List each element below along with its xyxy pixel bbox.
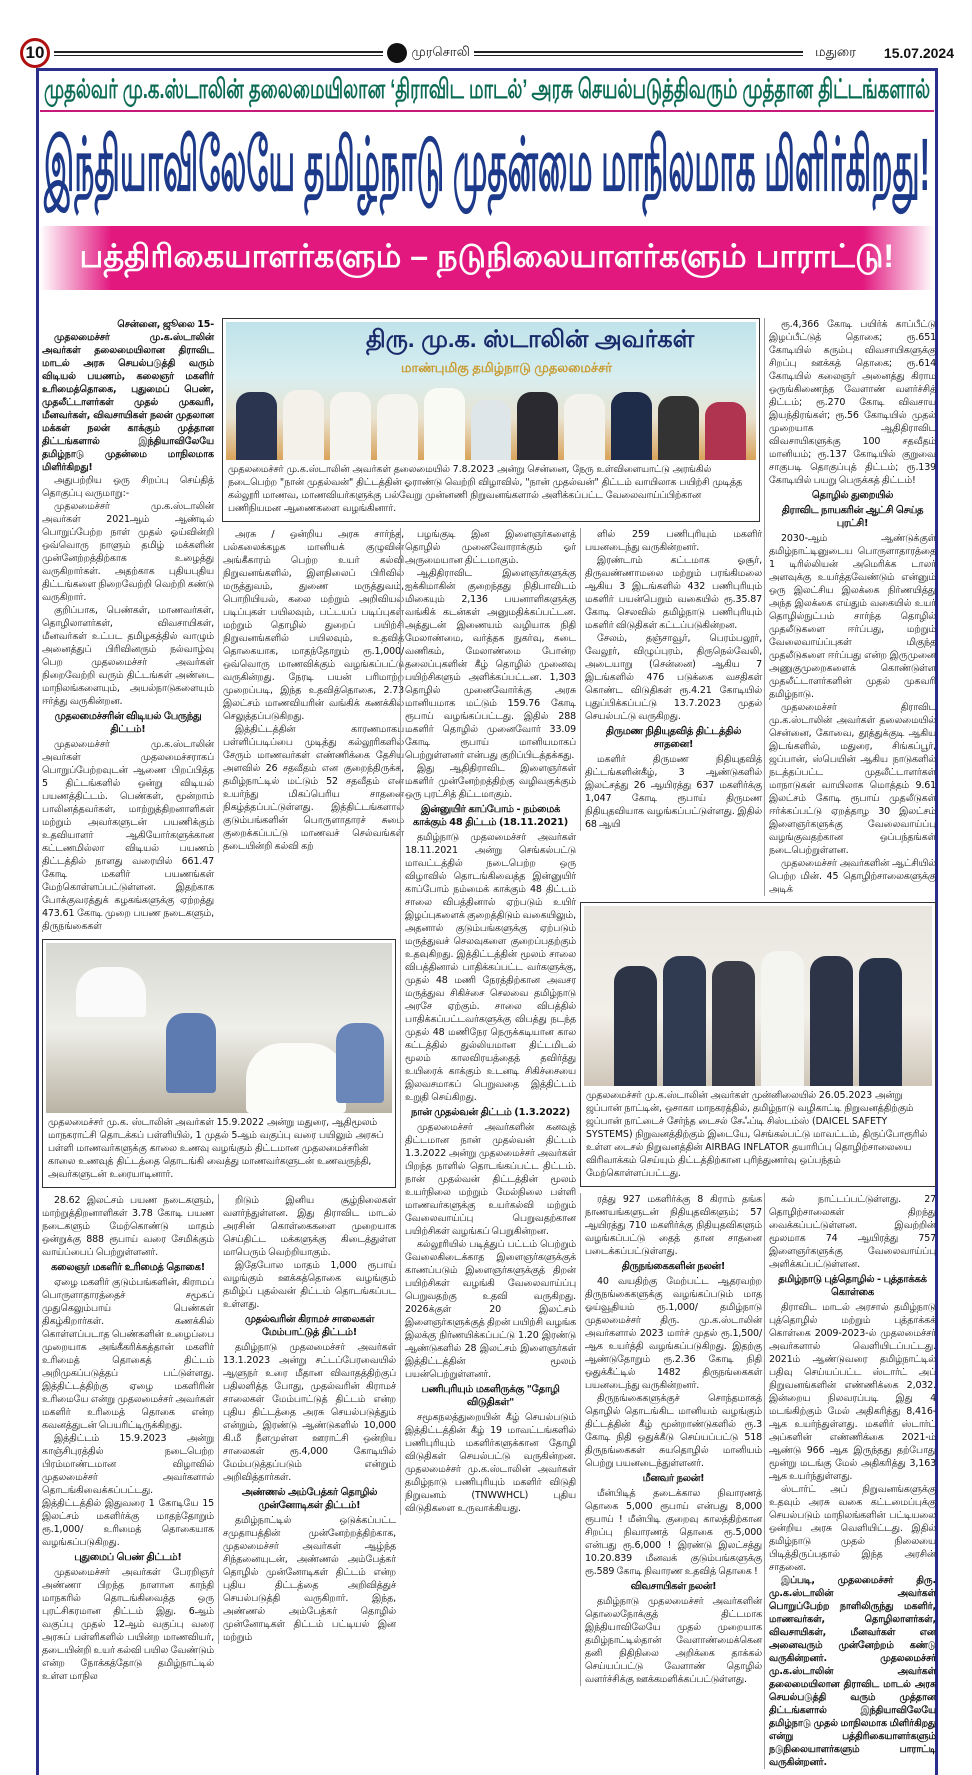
article-paragraph: தமிழ்நாடு முதலமைச்சர் அவர்கள் 18.11.2021 அன்று செங்கல்பட்டு மாவட்டத்தில் நடைபெற்ற ஒரு விழாவில் தொடங்கிவைத்த இன்னுயிர் காப்போம் நம்மைக் காக்கும் 48 திட்டம் சாலை விபத்தினால் ஏற்படும் உயிர் இழப்புகளைக் குறைத்திடும் வகையிலும், அதனால் குடும்பங்களுக்கு ஏற்படும் மருத்துவச் செலவுகளை குறைப்பதற்கும் உதவுகிறது. இத்திட்டத்தின் மூலம் சாலை விபத்தினால் பாதிக்கப்பட்ட வர்களுக்கு, முதல் 48 மணி நேரத்திற்கான அவசர மருத்துவ சிகிச்சை செலவை தமிழ்நாடு அரசே ஏற்கும். சாலை விபத்தில் பாதிக்கப்பட்டவர்களுக்கு விபத்து நடந்த முதல் 48 மணிநேர நெருக்கடியான கால கட்டத்தில் துல்லியமான திட்டமிடல் மூலம் காலவிரயத்தைத் தவிர்த்து உயிரைக் காக்கும் உடனடி சிகிச்சையை இலவசமாகப் பெறுவதை இத்திட்டம் உறுதி செய்கிறது. bbox=[405, 832, 576, 1103]
article-paragraph: ஸ்டார்ட் அப் நிறுவனங்களுக்கு உதவும் அரசு வகை கட்டமைப்புக்கு செயல்படும் மாநிலங்களின் பட்டியலை ஒன்றிய அரசு வெளியிட்டது. இதில் தமிழ்நாடு முதல் நிலையை பிடித்திருப்பதால் இந்த அரசின் சாதனை. bbox=[769, 1484, 936, 1573]
people-figures bbox=[236, 388, 746, 460]
article-paragraph: சமூகநலத்துறையின் கீழ் செயல்படும் இத்திட்டத்தின் கீழ் 19 மாவட்டங்களில் பணிபுரியும் மகளிர்களுக்கான தோழி விடுதிகள் செயல்பட்டு வருகின்றன. முதலமைச்சர் மு.க.ஸ்டாலின் அவர்கள் தமிழ்நாடு பணிபுரியும் மகளிர் விடுதி நிறுவனம் (TNWWHCL) புதிய விடுதிகளை உருவாக்கியது. bbox=[405, 1412, 576, 1514]
article-paragraph: முதலமைச்சர் அவர்களின் கனவுத் திட்டமான நான் முதல்வன் திட்டம் 1.3.2022 அன்று முதலமைச்சர் அவர்கள் பிறந்த நாளில் தொடங்கப்பட்ட திட்டம். நான் முதல்வன் திட்டத்தின் மூலம் உயர்நிலை மற்றும் மேல்நிலை பள்ளி மாணவர்களுக்கு உயர்கல்வி மற்றும் வேலைவாய்ப்பு பெறுவதற்கான பயிற்சிகள் வழங்கப் பெறுகின்றன. bbox=[405, 1122, 576, 1237]
article-paragraph: ரூ.4,366 கோடி பயிர்க் காப்பீட்டு இழப்பீட்டுத் தொகை; ரூ.651 கோடியில் கரும்பு விவசாயிகளுக்கு சிறப்பு ஊக்கத் தொகை; ரூ.614 கோடியில் கலைஞர் அனைத்து கிராம ஒருங்கிணைந்த வேளாண் வளர்ச்சித் திட்டம்; ரூ.270 கோடி விவசாய இயந்திரங்கள்; ரூ.56 கோடியில் முதல் முறையாக ஆதிதிராவிட விவசாயிகளுக்கு 100 சதவீதம் மானியம்; ரூ.137 கோடியில் குறுவை சாகுபடி தொகுப்புத் திட்டம்; ரூ.139 கோடியில் பயறு பெருக்கத் திட்டம்! bbox=[769, 319, 936, 486]
article-paragraph: 2030-ஆம் ஆண்டுக்குள் தமிழ்நாட்டினுடைய பொருளாதாரத்தை 1 டிரில்லியன் அமெரிக்க டாலர் அளவுக்கு உயர்த்தவேண்டும் என்னும் ஒரு இலட்சிய இலக்கை நிர்ணயித்து அந்த இலக்கை எய்தும் வகையில் உயர் தொழில்நுட்பம் சார்ந்த தொழில் முதலீடுகளை ஈர்ப்பது, மற்றும் வேலைவாய்ப்புகள் மிகுந்த முதலீடுகளை ஈர்ப்பது என்ற இருமுனை அணுகுமுறைகளைக் கொண்டுள்ள முதலீட்டாளர்களின் முதல் முகவரி தமிழ்நாடு. bbox=[769, 533, 936, 700]
article-paragraph: திருநங்கைகளுக்குச் சொந்தமாகத் தொழில் தொடங்கிட மானியம் வழங்கும் திட்டத்தின் கீழ் மூன்றாண்டுகளில் ரூ.3 கோடி நிதி ஒதுக்கீடு செய்யப்பட்டு 518 திருநங்கைகள் சுயதொழில் மானியம் பெற்று பயனடைந்துள்ளனர். bbox=[585, 1393, 762, 1469]
main-headline: இந்தியாவிலேயே தமிழ்நாடு முதன்மை மாநிலமாக மிளிர்கிறது! bbox=[44, 123, 931, 207]
article-paragraph: திராவிட மாடல் அரசால் தமிழ்நாடு புத்தொழில் மற்றும் புத்தாக்கக் கொள்கை 2009-2023-ல் முதலமைச்சர் அவர்களால் வெளியிடப்பட்டது. 2021ம் ஆண்டுவரை தமிழ்நாட்டில் பதிவு செய்யப்பட்ட ஸ்டார்ட் அப் நிறுவனங்களின் எண்ணிக்கை 2,032. இன்றைய நிலவரப்படி இது 4 மடங்கிற்கும் மேல் அதிகரித்து 8,416-ஆக உயர்ந்துள்ளது. மகளிர் ஸ்டார்ட் அப்களின் எண்ணிக்கை 2021-ம் ஆண்டு 966 ஆக இருந்தது தற்போது மூன்று மடங்கு மேல் அதிகரித்து 3,163 ஆக உயர்ந்துள்ளது. bbox=[769, 1302, 936, 1482]
article-paragraph: முதலமைச்சர் திராவிட மு.க.ஸ்டாலின் அவர்கள் தலைமையில் சென்னை, கோவை, தூத்துக்குடி ஆகிய இடங்களில், மதுரை, சிங்கப்பூர், ஜப்பான், ஸ்பெயின் ஆகிய நாடுகளில் நடத்தப்பட்ட முதலீட்டாளர்கள் மாநாடுகள் வாயிலாக மொத்தம் 9.61 இலட்சம் கோடி ரூபாய் முதலீடுகள் ஈர்க்கப்பட்டு ஏறத்தாழ 30 இலட்சம் இளைஞர்களுக்கு வேலைவாய்ப்பு வழங்குவதற்கான ஒப்பந்தங்கள் நடைபெற்றுள்ளன. bbox=[769, 702, 936, 856]
banner-text: பத்திரிகையாளர்களும் – நடுநிலையாளர்களும் பாராட்டு! bbox=[79, 237, 895, 274]
subheading: தொழில் துறையில் bbox=[811, 490, 894, 501]
photo-subtitle: மாண்புமிகு தமிழ்நாடு முதலமைச்சர் bbox=[401, 360, 613, 375]
people-figures bbox=[614, 946, 902, 1086]
issue-date: 15.07.2024 bbox=[883, 45, 954, 61]
photo-caption: முதலமைச்சர் மு.க.ஸ்டாலின் அவர்கள் தலைமையில் 7.8.2023 அன்று சென்னை, நேரு உள்விளையாட்டு அரங்கில் நடைபெற்ற "நான் முதல்வன்" திட்டத்தின் ஓராண்டு வெற்றி விழாவில், "நான் முதல்வன்" திட்டம் வாயிலாக பயிற்சி முடித்த கல்லூரி மாணவ, மாணவியர்களுக்கு பல்வேறு முன்னணி நிறுவனங்களால் அளிக்கப்பட்ட வேலைவாய்ப்பிற்கான பணிநியமன ஆணைகளை வழங்கினார். bbox=[228, 464, 743, 514]
article-paragraph: இத்திட்டம் 15.9.2023 அன்று காஞ்சிபுரத்தில் நடைபெற்ற பிரம்மாண்டமான விழாவில் முதலமைச்சர் அவர்களால் தொடங்கிவைக்கப்பட்டது. இத்திட்டத்தில் இதுவரை 1 கோடியே 15 இலட்சம் மகளிர்க்கு மாதந்தோறும் ரூ.1,000/ உரிமைத் தொகையாக வழங்கப்படுகிறது. bbox=[42, 1433, 214, 1548]
page-header bbox=[20, 36, 954, 70]
photo-japan-mou bbox=[580, 902, 936, 1187]
column-1 bbox=[42, 318, 214, 933]
article-paragraph: இதேபோல மாதம் 1,000 ரூபாய் வழங்கும் ஊக்கத்தொகை வழங்கும் தமிழ்ப் புதல்வன் திட்டம் தொடங்கப்பட உள்ளது. bbox=[223, 1260, 396, 1310]
article-paragraph: தமிழ்நாடு முதலமைச்சர் அவர்கள் 13.1.2023 அன்று சட்டப்பேரவையில் ஆளுநர் உரை மீதான விவாதத்திற்குப் பதிலளித்த போது, முதல்வரின் கிராமச் சாலைகள் மேம்பாட்டுத் திட்டம் என்ற புதிய திட்டத்தை அரசு செயல்படுத்தும் என்றும், இரண்டு ஆண்டுகளில் 10,000 கி.மீ நீளமுள்ள ஊராட்சி ஒன்றிய சாலைகள் ரூ.4,000 கோடியில் மேம்படுத்தப்படும் என்றும் அறிவித்தார்கள். bbox=[223, 1342, 396, 1483]
page-number: 10 bbox=[20, 38, 50, 68]
article-paragraph: முதலமைச்சர் அவர்கள் பேரறிஞர் அண்ணா பிறந்த நாளான காந்தி மாநகரில் தொடங்கிவைத்த ஒரு புரட்சிகரமான திட்டம் இது. 6ஆம் வகுப்பு முதல் 12ஆம் வகுப்பு வரை அரசுப் பள்ளிகளில் பயின்ற மாணவியர், தடையின்றி உயர் கல்வி பயில வேண்டும் என்ற நோக்கத்தோடு தமிழ்நாட்டில் உள்ள மாநில bbox=[42, 1567, 214, 1682]
subheading: முதலமைச்சரின் விடியல் பேருந்து திட்டம்! bbox=[54, 711, 202, 735]
kicker-box bbox=[40, 72, 934, 112]
divider bbox=[54, 51, 383, 56]
subheading: விவசாயிகள் நலன்! bbox=[630, 1581, 717, 1592]
column-5 bbox=[764, 318, 936, 896]
article-paragraph: அரசு / ஒன்றிய அரசு சார்ந்த, பல்கலைக்கழக மானியக் குழுவின் அங்கீகாரம் பெற்ற உயர் கல்வி நிறுவனங்களில், இளநிலைப் பிரிவில் மருத்துவம், துணை மருத்துவம், பொறியியல், கலை மற்றும் அறிவியல் படிப்புகள் பயிலவும், பட்டயப் படிப்புகள் மற்றும் தொழில் துறைப் பயிற்சி நிறுவனங்களில் பயிலவும், உதவித் தொகையாக, மாதந்தோறும் ரூ.1,000/ ஒவ்வொரு மாணவிக்கும் வழங்கப்பட்டு வருகின்றது. நேரடி பயன் பரிமாற்ற முறைப்படி, இந்த உதவித்தொகை, 2.73 இலட்சம் மாணவியரின் வங்கிக் கணக்கில் செலுத்தப்படுகிறது. bbox=[223, 529, 404, 722]
photo-caption: முதலமைச்சர் மு.க.ஸ்டாலின் அவர்கள் முன்னிலையில் 26.05.2023 அன்று ஜப்பான் நாட்டின், ஒசாகா மாநகரத்தில், தமிழ்நாடு வழிகாட்டி நிறுவனத்திற்கும் ஜப்பான் நாட்டைச் சேர்ந்த டைசல் சேஃப்டி சிஸ்டம்ஸ் (DAICEL SAFETY SYSTEMS) நிறுவனத்திற்கும் இடையே, செங்கல்பட்டு மாவட்டம், திருப்போரூரில் உள்ள டைசல் நிறுவனத்தின் AIRBAG INFLATOR தயாரிப்பு தொழிற்சாலையை விரிவாக்கம் செய்யும் திட்டத்திற்கான புரிந்துணர்வு ஒப்பந்தம் மேற்கொள்ளப்பட்டது. bbox=[586, 1090, 928, 1179]
column-b4 bbox=[764, 1193, 936, 1769]
article-paragraph: 28.62 இலட்சம் பயண நடைகளும், மாற்றுத்திறனாளிகள் 3.78 கோடி பயண நடைகளும் மேற்கொண்டு மாதம் ஒன்றுக்கு 888 ரூபாய் வரை சேமிக்கும் வாய்ப்பைப் பெற்றுள்ளனர். bbox=[42, 1195, 214, 1258]
column-4 bbox=[580, 528, 762, 831]
article-paragraph: முதலமைச்சர் மு.க.ஸ்டாலின் அவர்கள் தலைமையிலான திராவிட மாடல் அரசு செயல்படுத்தி வரும் விடியல் பயணம், கலைஞர் மகளிர் உரிமைத்தொகை, புதுமைப் பெண், முதலீட்டாளர்கள் முதல் முகவரி, மீனவர்கள், விவசாயிகள் நலன் முதலான மக்கள் நலன் காக்கும் முத்தான திட்டங்களால் இந்தியாவிலேயே தமிழ்நாடு முதன்மை மாநிலமாக மிளிர்கிறது! bbox=[42, 332, 214, 473]
photo-title: திரு. மு.க. ஸ்டாலின் அவர்கள் bbox=[366, 326, 695, 353]
subheading: தமிழ்நாடு புத்தொழில் - புத்தாக்கக் கொள்கை bbox=[778, 1274, 927, 1298]
article-paragraph: றிடும் இனிய சூழ்நிலைகள் வளர்ந்துள்ளன. இது திராவிட மாடல் அரசின் கொள்கைகளை முறையாக செய்திட்ட மக்களுக்கு கிடைத்துள்ள மாபெரும் வெற்றியாகும். bbox=[223, 1195, 396, 1258]
article-paragraph: இரண்டாம் கட்டமாக ஓசூர், திருவண்ணாமலை மற்றும் பரங்கிமலை ஆகிய 3 இடங்களில் 432 பணிபுரியும் மகளிர் பயன்பெறும் வகையில் ரூ.35.87 கோடி செலவில் தமிழ்நாடு பணிபுரியும் மகளிர் விடுதிகள் கட்டப்படுகின்றன. bbox=[585, 555, 762, 631]
subheading: இன்னுயிர் காப்போம் - நம்மைக் காக்கும் 48 திட்டம் (18.11.2021) bbox=[412, 804, 569, 828]
article-paragraph: முதலமைச்சர் மு.க.ஸ்டாலின் அவர்கள் 2021ஆம் ஆண்டில் பொறுப்பேற்ற நாள் முதல் ஓய்வின்றி ஒவ்வொரு நாளும் தமிழ் மக்களின் முன்னேற்றத்திற்காக உழைத்து வருகிறார்கள். அதற்காக புதியபுதிய திட்டங்களை நிறைவேற்றி வெற்றி கண்டு வருகிறார். bbox=[42, 501, 214, 603]
article-paragraph: முதலமைச்சர் மு.க.ஸ்டாலின் அவர்கள் முதலமைச்சராகப் பொறுப்பேற்றவுடன் ஆணை பிறப்பித்த 5 திட்டங்களில் ஒன்று விடியல் பயணத்திட்டம். பெண்கள், மூன்றாம் பாலினத்தவர்கள், மாற்றுத்திறனாளிகள் மற்றும் அவர்களுடன் பயணிக்கும் உதவியாளர் ஆகியோர்களுக்கான கட்டணமில்லா விடியல் பயணம் திட்டத்தில் நாளது வரையில் 661.47 கோடி மகளிர் பயணங்கள் மேற்கொள்ளப்பட்டுள்ளன. இதற்காக போக்குவரத்துக் கழகங்களுக்கு ஏற்றத்து 473.61 கோடி முறை பயண நடைகளும், திருநங்கைகள் bbox=[42, 739, 214, 932]
article-paragraph: பழங்குடி இன இளைஞர்களைத் தொழில் முனைவோராக்கும் ஓர் அருமையான திட்டமாகும். bbox=[405, 529, 576, 566]
subheading: புதுமைப் பெண் திட்டம்! bbox=[74, 1552, 182, 1563]
article-paragraph: மகளிர் திருமண நிதியுதவித் திட்டங்களின்கீழ், 3 ஆண்டுகளில் இலட்சத்து 26 ஆயிரத்து 637 மகளிர்க்கு 1,047 கோடி ரூபாய் திருமண நிதியுதவியாக வழங்கப்பட்டுள்ளது. இதில் 68 ஆயி bbox=[585, 754, 762, 830]
article-paragraph: ஆதிதிராவிட இளைஞர்களுக்கு ஐக்கிமாகின் குறைந்தது நிதிபாவிடம் மிகையும் 2,136 பயனாளிகளுக்கு வங்கிக் கடன்கள் அனுமதிக்கப்பட்டன. அத்துடன் இணையம் வழியாக நிதி மேலாண்மை, வர்த்தக நுகர்வு, கடை வணிகம், மேலாண்மை போன்ற தலைப்புகளின் கீழ் தொழில் முனைவு பயிற்சிகளும் அளிக்கப்பட்டன. 1,303 தொழில் முனைவோர்க்கு அரசு மானியமாக மட்டும் 159.76 கோடி ரூபாய் வழங்கப்பட்டது. இதில் 288 மகளிர் தொழில் முனைவோர் 33.09 கோடி ரூபாய் மானியமாகப் பெற்றுள்ளனர் என்பது குறிப்பிடத்தக்கது. bbox=[405, 568, 576, 761]
column-b2 bbox=[218, 1194, 396, 1644]
subheading: திருநங்கைகளின் நலன்! bbox=[621, 1261, 726, 1272]
article-paragraph: தமிழ்நாடு முதலமைச்சர் அவர்களின் தொலைநோக்குத் திட்டமாக இந்தியாவிலேயே முதல் முறையாக தமிழ்நாட்டில்தான் வேளாண்மைக்கென தனி நிதிநிலை அறிக்கை தாக்கல் செய்யப்பட்டு வேளாண் தொழில் வளர்ச்சிக்கு ஊக்கமளிக்கப்பட்டுள்ளது. bbox=[585, 1596, 762, 1685]
article-paragraph: கல் நாட்டப்பட்டுள்ளது. 27 தொழிற்சாலைகள் திறந்து வைக்கப்பட்டுள்ளன. இவற்றின் மூலமாக 74 ஆயிரத்து 757 இளைஞர்களுக்கு வேலைவாய்ப்பு அளிக்கப்பட்டுள்ளன. bbox=[769, 1194, 936, 1270]
subheading: முதல்வரின் கிராமச் சாலைகள் மேம்பாட்டுத் திட்டம்! bbox=[244, 1314, 375, 1338]
lion-emblem-icon bbox=[387, 43, 407, 63]
dateline: சென்னை, ஜூலை 15- bbox=[117, 319, 214, 330]
article-paragraph: ஏழை மகளிர் குடும்பங்களின், கிராமப் பொருளாதாரத்தைச் சமூகப் முதுகெலும்பாய் பெண்கள் திகழ்கிறார்கள். கணக்கில் கொள்ளப்படாத பெண்களின் உழைப்பை முறையாக அங்கீகரிக்கத்தான் மகளிர் உரிமைத் தொகைத் திட்டம் அறிமுகப்படுத்தப் பட்டுள்ளது. இத்திட்டத்திற்கு ஏழை மகளிரின் உரிமையே என்று முதலமைச்சர் அவர்கள் மகளிர் உரிமைத் தொகை என்ற கவனத்துடன் பெயரிட்டிருக்கிறது. bbox=[42, 1277, 214, 1431]
child-figure bbox=[166, 1013, 216, 1093]
article-paragraph: முதலமைச்சர் அவர்களின் ஆட்சியில் பெற்ற மின். 45 தொழிற்சாலைகளுக்கு அடிக் bbox=[769, 858, 936, 895]
article-paragraph: இத்திட்டத்தின் காரணமாகப் பள்ளிப்படிப்பை முடித்து கல்லூரிகளில் சேரும் மாணவர்கள் எண்ணிக்கை தேசிய அளவில் 26 சதவீதம் என குறைந்திருக்க, தமிழ்நாட்டில் மட்டும் 52 சதவீதம் என உயர்ந்து மிகப்பெரிய சாதனை நிகழ்த்தப்பட்டுள்ளது. இத்திட்டங்களால் குடும்பங்களின் பொருளாதாரச் சுமை குறைக்கப்பட்டு மாணவச் செல்வங்கள் தடையின்றி கல்வி கற் bbox=[223, 724, 404, 852]
subheading: கலைஞர் மகளிர் உரிமைத் தொகை! bbox=[50, 1262, 206, 1273]
divider bbox=[474, 51, 803, 56]
article-paragraph: இது ஆதிதிராவிட இளைஞர்கள் மகளிர் முன்னேற்றத்திற்கு வழிவகுக்கும் ஒரு புரட்சித் திட்டமாகும். bbox=[405, 763, 576, 800]
article-paragraph: கல்லூரியில் படித்துப் பட்டம் பெற்றும் வேலைகிடைக்காத இளைஞர்களுக்குக் காணப்படும் இளைஞர்களுக்குத் திறன் பயிற்சிகள் வழங்கி வேலைவாய்ப்பு பெறுவதற்கு உதவி வருகிறது. 2026க்குள் 20 இலட்சம் இளைஞர்களுக்குத் திறன் பயிற்சி வழங்க இலக்கு நிர்ணயிக்கப்பட்டு 1.20 இரண்டு ஆண்டுகளில் 28 இலட்சம் இளைஞர்கள் இத்திட்டத்தின் மூலம் பயன்பெற்றுள்ளனர். bbox=[405, 1239, 576, 1380]
article-paragraph: 40 வயதிற்கு மேற்பட்ட ஆதரவற்ற திருநங்கைகளுக்கு வழங்கப்படும் மாத ஓய்வூதியம் ரூ.1,000/ தமிழ்நாடு முதலமைச்சர் திரு. மு.க.ஸ்டாலின் அவர்களால் 2023 மார்ச் முதல் ரூ.1,500/ ஆக உயர்த்தி வழங்கப்படுகிறது. இதற்கு ஆண்டுதோறும் ரூ.2.36 கோடி நிதி ஒதுக்கீட்டில் 1482 திருநங்கைகள் பயனடைந்து வருகின்றனர். bbox=[585, 1276, 762, 1391]
headline-box bbox=[40, 120, 934, 220]
subheading: அண்ணல் அம்பேத்கர் தொழில் முன்னோடிகள் திட்டம்! bbox=[241, 1487, 378, 1511]
paper-name: முரசொலி bbox=[411, 45, 470, 60]
article-paragraph: அதுபற்றிய ஒரு சிறப்பு செய்தித் தொகுப்பு வருமாறு:- bbox=[42, 475, 214, 499]
subheading: நான் முதல்வன் திட்டம் (1.3.2022) bbox=[410, 1107, 571, 1118]
article-paragraph: மீன்பிடித் தடைக்கால நிவாரணத் தொகை 5,000 ரூபாய் என்பது 8,000 ரூபாய் ! மீன்பிடி குறைவு காலத்திற்கான சிறப்பு நிவாரணத் தொகை ரூ.5,000 என்பது ரூ.6,000 ! இரண்டு இலட்சத்து 10.20.839 மீனவக் குடும்பங்களுக்கு ரூ.589 கோடி நிவாரண உதவித் தொகை ! bbox=[585, 1488, 762, 1577]
subheading: மீனவர் நலன்! bbox=[642, 1473, 705, 1484]
person-figure bbox=[246, 1043, 346, 1113]
masthead-logo bbox=[387, 43, 470, 63]
article-paragraph: சேலம், தஞ்சாவூர், பெரம்பலூர், வேலூர், விழுப்புரம், திருநெல்வேலி, அடையாறு (சென்னை) ஆகிய 7 இடங்களில் 476 படுக்கை வசதிகள் கொண்ட விடுதிகள் ரூ.4.21 கோடியில் புதுப்பிக்கப்பட்டு 13.7.2023 முதல் செயல்பட்டு வருகிறது. bbox=[585, 633, 762, 722]
edition-city: மதுரை bbox=[815, 45, 856, 60]
column-2 bbox=[218, 528, 404, 853]
article-paragraph: ளில் 259 பணிபுரியும் மகளிர் பயனடைந்து வருகின்றனர். bbox=[585, 529, 762, 553]
article-paragraph: இப்படி, முதலமைச்சர் திரு. மு.க.ஸ்டாலின் அவர்கள் பொறுப்பேற்ற நாளிலிருந்து மகளிர், மாணவர்கள், தொழிலாளர்கள், விவசாயிகள், மீனவர்கள் என அனைவரும் முன்னேற்றம் கண்டு வருகின்றனர். முதலமைச்சர் மு.க.ஸ்டாலின் அவர்கள் தலைமையிலான திராவிட மாடல் அரசு செயல்படுத்தி வரும் முத்தான திட்டங்களால் இந்தியாவிலேயே தமிழ்நாடு முதல் மாநிலமாக மிளிர்கிறது என்று பத்திரிகையாளர்களும் நடுநிலையாளர்களும் பாராட்டி வருகின்றனர். bbox=[769, 1575, 936, 1768]
column-b1 bbox=[42, 1194, 214, 1683]
photo-breakfast-scheme bbox=[42, 939, 396, 1188]
photo-caption: முதலமைச்சர் மு.க. ஸ்டாலின் அவர்கள் 15.9.2022 அன்று மதுரை, ஆதிமூலம் மாநகராட்சி தொடக்கப் பள்ளியில், 1 முதல் 5ஆம் வகுப்பு வரை பயிலும் அரசுப் பள்ளி மாணவர்களுக்கு காலை உணவு வழங்கும் திட்டமான முதலமைச்சரின் காலை உணவுத் திட்டத்தை தொடங்கி வைத்து மாணவர்களுடன் உணவருந்தி, அவர்களுடன் உரையாடினார். bbox=[48, 1117, 384, 1180]
kicker-headline: முதல்வர் மு.க.ஸ்டாலின் தலைமையிலான ‘திராவிட மாடல்’ அரசு செயல்படுத்திவரும் முத்தான திட்டங்களால் bbox=[44, 73, 931, 104]
article-paragraph: குறிப்பாக, பெண்கள், மாணவர்கள், தொழிலாளர்கள், விவசாயிகள், மீனவர்கள் உட்பட தமிழகத்தில் வாழும் அனைத்துப் பிரிவினரும் நல்வாழ்வு பெற முதலமைச்சர் அவர்கள் நிறைவேற்றி வரும் திட்டங்கள் அண்டை மாநிலங்களையும், அயல்நாடுகளையும் ஈர்த்து வருகின்றன. bbox=[42, 605, 214, 707]
column-3 bbox=[400, 528, 576, 1515]
person-figure bbox=[76, 967, 146, 1017]
subheading: திருமண நிதியுதவித் திட்டத்தில் சாதனை! bbox=[605, 726, 742, 750]
article-paragraph: தமிழ்நாட்டில் ஒடுக்கப்பட்ட சமுதாயத்தின் முன்னேற்றத்திற்காக, முதலமைச்சர் அவர்கள் ஆழ்ந்த சிந்தனையுடன், அண்ணல் அம்பேத்கர் தொழில் முன்னோடிகள் திட்டம் என்ற புதிய திட்டத்தை அறிவித்துச் செயல்படுத்தி வருகிறார். இந்த, அண்ணல் அம்பேத்கர் தொழில் முன்னோடிகள் திட்டம் பட்டியல் இன மற்றும் bbox=[223, 1515, 396, 1643]
article-paragraph: ரத்து 927 மகளிர்க்கு 8 கிராம் தங்க நாணயங்களுடன் நிதியுதவிகளும்; 57 ஆயிரத்து 710 மகளிர்க்கு நிதியுதவிகளும் வழங்கப்பட்டு தைத் தான சாதனை படைக்கப்பட்டுள்ளது. bbox=[585, 1194, 762, 1257]
column-b3 bbox=[580, 1193, 762, 1686]
subheading: திராவிட நாயகரின் ஆட்சி செய்த புரட்சி! bbox=[781, 505, 924, 529]
child-figure bbox=[336, 1023, 384, 1103]
banner bbox=[40, 226, 934, 290]
photo-naan-mudhalvan bbox=[222, 318, 760, 522]
subheading: பணிபுரியும் மகளிருக்கு "தோழி விடுதிகள்" bbox=[421, 1384, 560, 1408]
